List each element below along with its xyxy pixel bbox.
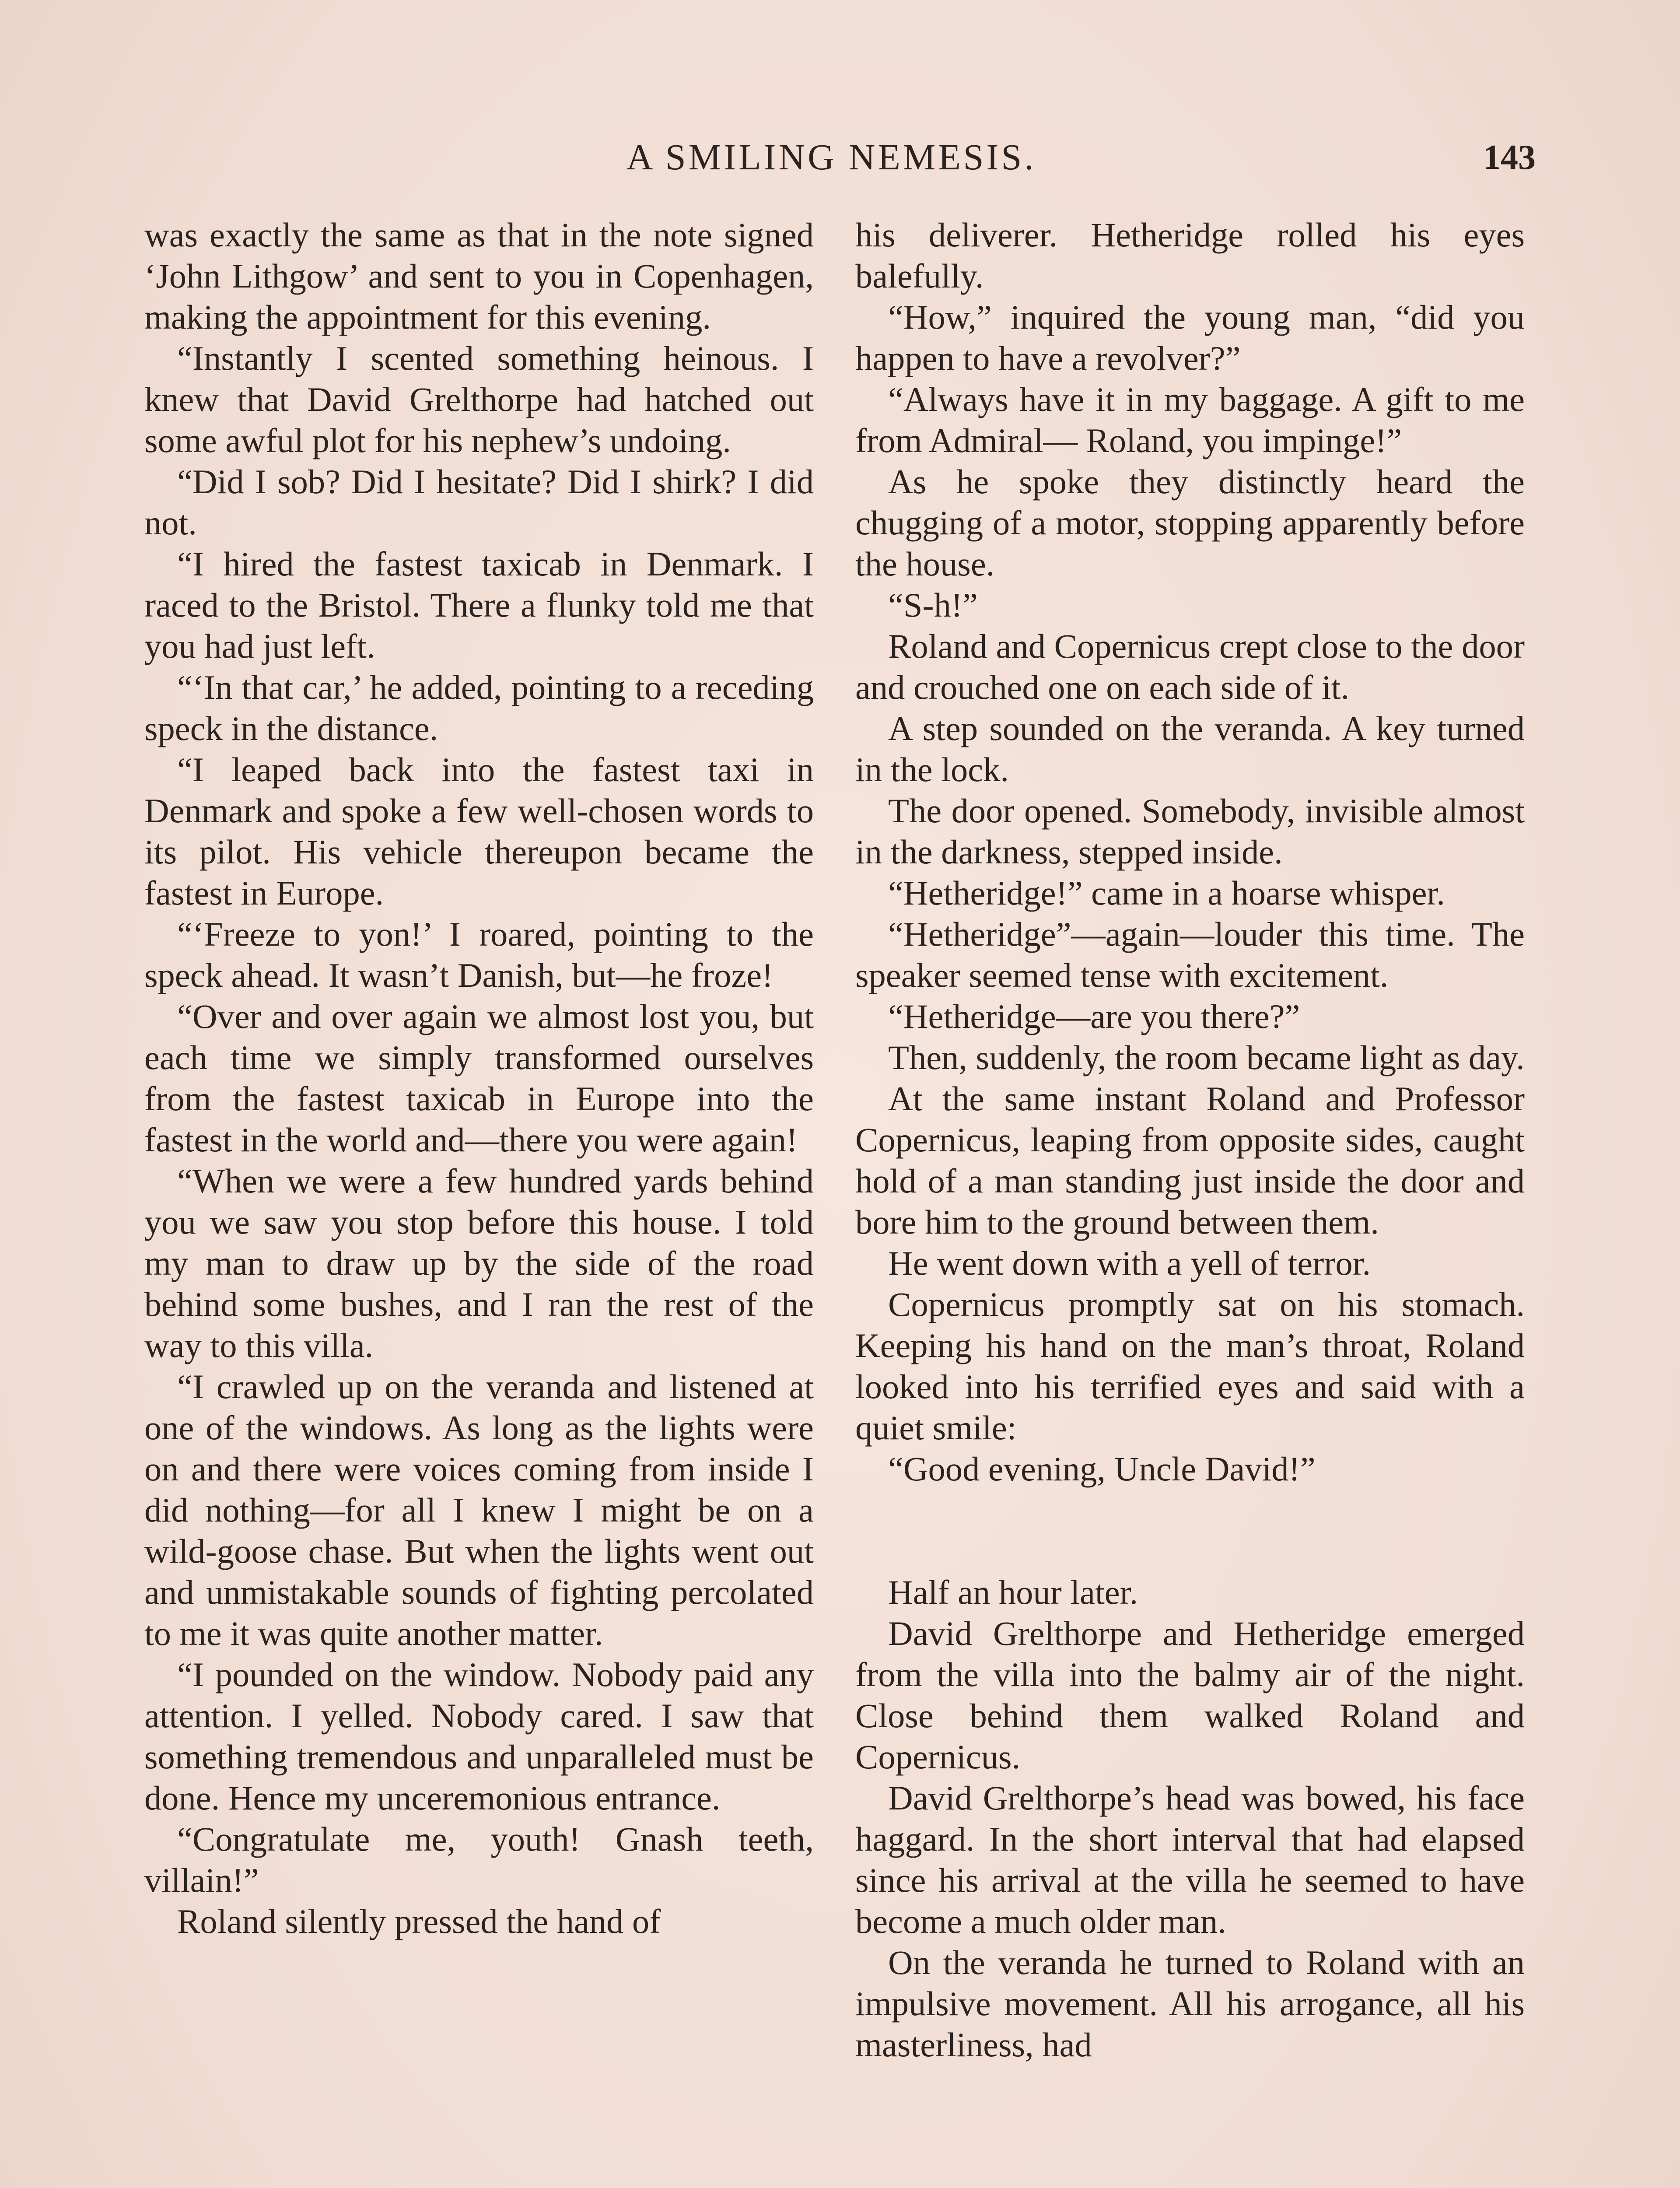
paragraph: “I crawled up on the veranda and listened at one of the windows. As long as the lights were on and there were voices coming from inside I did nothing—for all I knew I might be on a wild-goose chase. But when the lights went out and unmistakable sounds of fighting percolated to me it was quite another matter.: [144, 1368, 814, 1652]
paragraph: “I hired the fastest taxicab in Denmark. I raced to the Bristol. There a flunky told me that you had just left.: [144, 545, 814, 665]
paragraph: his deliverer. Hetheridge rolled his eyes balefully.: [855, 216, 1525, 295]
paragraph: Roland silently pressed the hand of: [177, 1902, 661, 1940]
page-number: 143: [1483, 138, 1536, 177]
paragraph: “When we were a few hundred yards behind you we saw you stop before this house. I told my man to draw up by the side of the road behind some bushes, and I ran the rest of the way to this villa.: [144, 1162, 814, 1364]
page-header: [131, 131, 1536, 184]
paragraph: He went down with a yell of terror.: [888, 1244, 1371, 1282]
paragraph: The door opened. Somebody, invisible almost in the darkness, stepped inside.: [855, 792, 1525, 871]
paragraph: “Instantly I scented something heinous. I knew that David Grelthorpe had hatched out some awful plot for his nephew’s undoing.: [144, 339, 814, 459]
paragraph: As he spoke they distinctly heard the chugging of a motor, stopping apparently before the house.: [855, 463, 1525, 583]
paragraph: “I leaped back into the fastest taxi in Denmark and spoke a few well-chosen words to its pilot. His vehicle thereupon became the fastest in Europe.: [144, 750, 814, 912]
paragraph: David Grelthorpe’s head was bowed, his face haggard. In the short interval that had elapsed since his arrival at the villa he seemed to have become a much older man.: [855, 1779, 1525, 1940]
paragraph: “‘Freeze to yon!’ I roared, pointing to the speck ahead. It wasn’t Danish, but—he froze!: [144, 915, 814, 994]
paragraph: A step sounded on the veranda. A key turned in the lock.: [855, 709, 1525, 789]
paragraph: “Hetheridge—are you there?”: [888, 997, 1300, 1035]
paragraph: “Congratulate me, youth! Gnash teeth, villain!”: [144, 1820, 814, 1899]
paragraph: David Grelthorpe and Hetheridge emerged from the villa into the balmy air of the night. Close behind them walked Roland and Copernicus.: [855, 1614, 1525, 1776]
paragraph: “I pounded on the window. Nobody paid any attention. I yelled. Nobody cared. I saw that something tremendous and unparalleled must be done. Hence my unceremonious entrance.: [144, 1655, 814, 1817]
paragraph: “Hetheridge”—again—louder this time. The speaker seemed tense with excitement.: [855, 915, 1525, 994]
paragraph: “Always have it in my baggage. A gift to me from Admiral— Roland, you impinge!”: [855, 380, 1525, 459]
left-column: [144, 214, 814, 1942]
running-title: A SMILING NEMESIS.: [626, 137, 1036, 178]
paragraph: “Hetheridge!” came in a hoarse whisper.: [888, 874, 1445, 912]
paragraph: On the veranda he turned to Roland with an impulsive movement. All his arrogance, all his masterliness, had: [855, 1943, 1525, 2064]
paragraph: “‘In that car,’ he added, pointing to a receding speck in the distance.: [144, 668, 814, 747]
paragraph: was exactly the same as that in the note signed ‘John Lithgow’ and sent to you in Copenhagen, making the appointment for this evening.: [144, 216, 814, 336]
paragraph: At the same instant Roland and Professor Copernicus, leaping from opposite sides, caught hold of a man standing just inside the door and bore him to the ground between them.: [855, 1080, 1525, 1241]
paragraph: “Did I sob? Did I hesitate? Did I shirk? I did not.: [144, 463, 814, 542]
paragraph: “Over and over again we almost lost you, but each time we simply transformed ourselves from the fastest taxicab in Europe into the fastest in the world and—there you were again!: [144, 997, 814, 1159]
paragraph: “Good evening, Uncle David!”: [888, 1450, 1316, 1488]
paragraph: Half an hour later.: [888, 1573, 1138, 1611]
right-column: [855, 214, 1525, 2065]
paragraph: “S-h!”: [888, 586, 978, 624]
paragraph: Roland and Copernicus crept close to the door and crouched one on each side of it.: [855, 627, 1525, 706]
paragraph: Then, suddenly, the room became light as day.: [888, 1038, 1525, 1076]
paragraph: “How,” inquired the young man, “did you happen to have a revolver?”: [855, 298, 1525, 377]
paragraph: Copernicus promptly sat on his stomach. Keeping his hand on the man’s throat, Roland looked into his terrified eyes and said with a quiet smile:: [855, 1285, 1525, 1447]
